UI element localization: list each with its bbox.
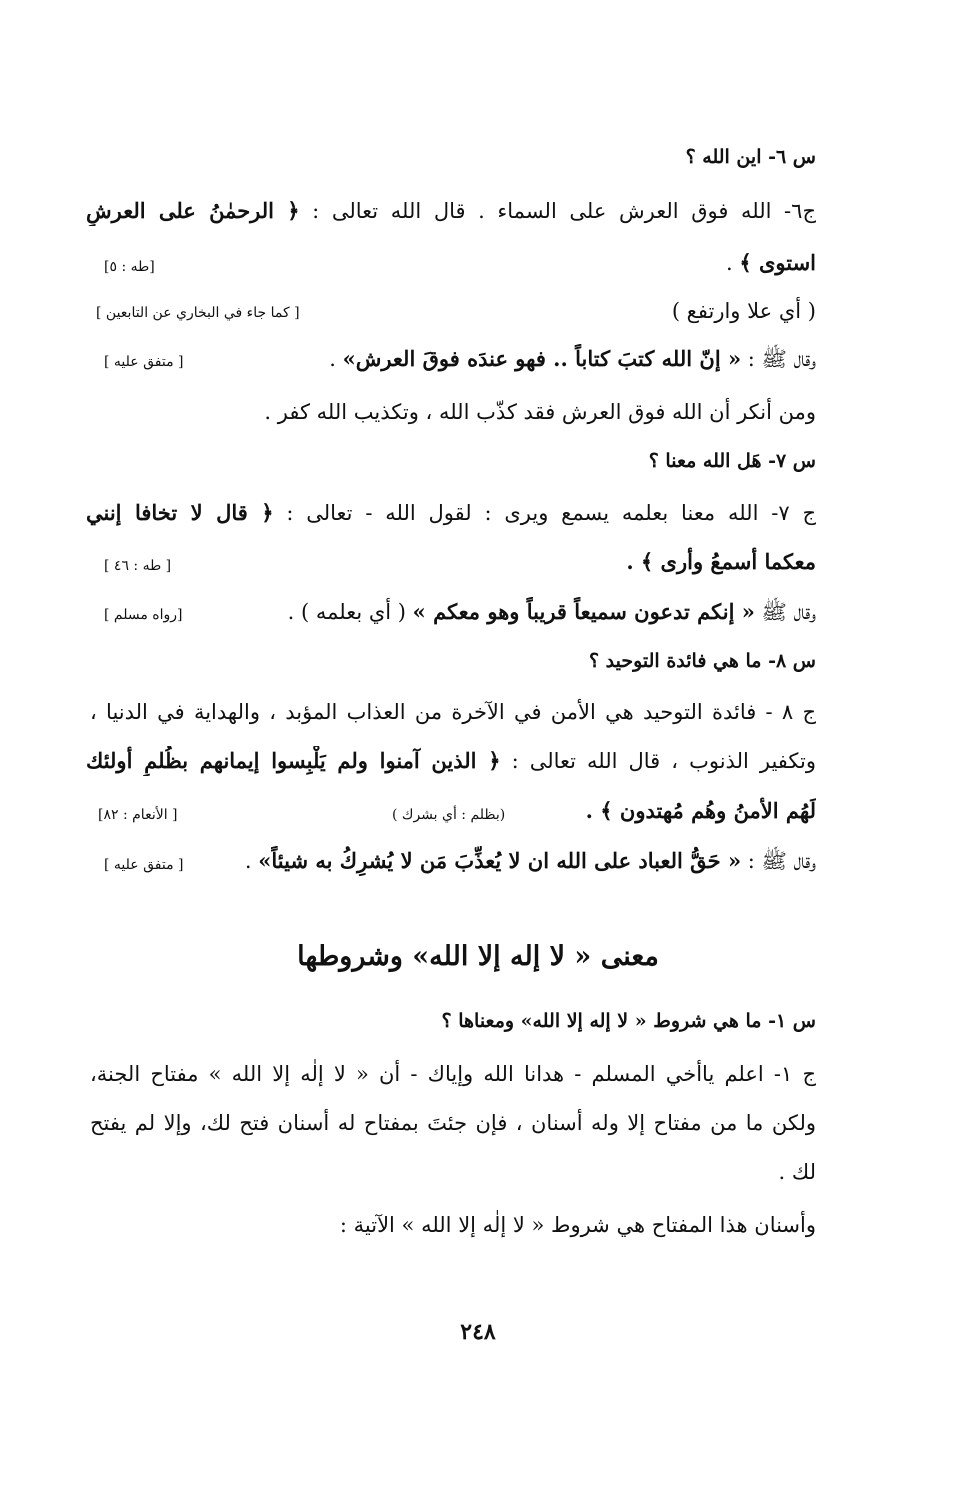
reference-muttafaq-2: [ متفق عليه ]	[104, 857, 184, 873]
hadith-intro: وقال ﷺ	[754, 600, 816, 624]
quran-verse-taha-46: ﴿ قال لا تخافا إنني	[86, 500, 274, 525]
period: .	[329, 347, 343, 371]
hadith-text: « حَقُّ العباد على الله ان لا يُعذِّبَ مَن لا يُشرِكُ به شيئاً»	[258, 848, 742, 873]
answer-7-line-2: معكما أسمعُ وأرى ﴾ .	[626, 549, 816, 574]
reference-taha-46: [ طه : ٤٦ ]	[104, 558, 172, 574]
answer-8-text: وتكفير الذنوب ، قال الله تعالى :	[500, 749, 816, 773]
reference-taha-5: [طه : ٥]	[104, 259, 155, 275]
hadith-text: « إنّ الله كتبَ كتاباً .. فهو عندَه فوقَ العرش»	[342, 346, 742, 371]
answer-s1-line-2: ولكن ما من مفتاح إلا وله أسنان ، فإن جئتَ بمفتاح له أسنان فتح لك، وإلا لم يفتح	[90, 1111, 816, 1135]
hadith-intro: وقال ﷺ :	[741, 347, 816, 371]
period: .	[725, 251, 740, 275]
reference-muslim: [رواه مسلم ]	[104, 607, 183, 623]
question-6: س ٦- اين الله ؟	[685, 146, 816, 168]
answer-8-line-1: ج ٨ - فائدة التوحيد هي الأمن في الآخرة من العذاب المؤبد ، والهداية في الدنيا ،	[90, 700, 816, 724]
hadith-gloss: ( أي بعلمه ) .	[287, 600, 413, 624]
hadith-8	[90, 846, 816, 876]
hadith-intro: وقال ﷺ :	[741, 849, 816, 873]
reference-bukhari: [ كما جاء في البخاري عن التابعين ]	[96, 305, 300, 321]
answer-6-text: ج٦- الله فوق العرش على السماء . قال الله تعالى :	[299, 199, 816, 223]
section-heading: معنى « لا إله إلا الله» وشروطها	[297, 941, 659, 972]
quran-verse-taha-5: ﴿ الرحمٰنُ على العرشِ	[86, 198, 300, 223]
question-8: س ٨- ما هي فائدة التوحيد ؟	[588, 650, 816, 672]
answer-7-line-1	[86, 498, 816, 528]
hadith-6	[90, 344, 816, 374]
reference-muttafaq: [ متفق عليه ]	[104, 354, 184, 370]
gloss-zulm: (بظلم : أي بشرك )	[392, 807, 506, 823]
denial-statement: ومن أنكر أن الله فوق العرش فقد كذّب الله ، وتكذيب الله كفر .	[264, 400, 816, 424]
answer-8-line-3: لَهُم الأمنُ وهُم مُهتدون ﴾ .	[585, 798, 816, 823]
answer-6-line-1	[86, 196, 816, 226]
quran-verse-anam-82: ﴿ الذين آمنوا ولم يَلْبِسوا إيمانهم بظُلمٍ أولئك	[86, 748, 501, 773]
hadith-text: « إنكم تدعون سميعاً قريباً وهو معكم »	[412, 599, 755, 624]
question-7: س ٧- هَل الله معنا ؟	[648, 450, 816, 472]
page-number: ٢٤٨	[460, 1319, 496, 1345]
hadith-7	[90, 597, 816, 627]
answer-7-text: ج ٧- الله معنا بعلمه يسمع ويرى : لقول الله - تعالى :	[273, 501, 816, 525]
quran-verse-end: استوى ﴾	[739, 250, 816, 275]
answer-s1-line-3: لك .	[778, 1160, 816, 1184]
reference-anam-82: [ الأنعام : ٨٢]	[98, 807, 178, 823]
note-meaning: ( أي علا وارتفع )	[671, 299, 816, 323]
answer-8-line-2	[86, 746, 816, 776]
question-s1: س ١- ما هي شروط « لا إله إلا الله» ومعناها ؟	[441, 1010, 816, 1032]
answer-s1-line-1: ج ١- اعلم ياأخي المسلم - هدانا الله وإياك - أن « لا إلٰه إلا الله » مفتاح الجنة،	[90, 1062, 816, 1086]
answer-6-line-2	[90, 248, 816, 278]
period: .	[244, 849, 259, 873]
teeth-of-key: وأسنان هذا المفتاح هي شروط « لا إلٰه إلا الله » الآتية :	[339, 1213, 816, 1237]
